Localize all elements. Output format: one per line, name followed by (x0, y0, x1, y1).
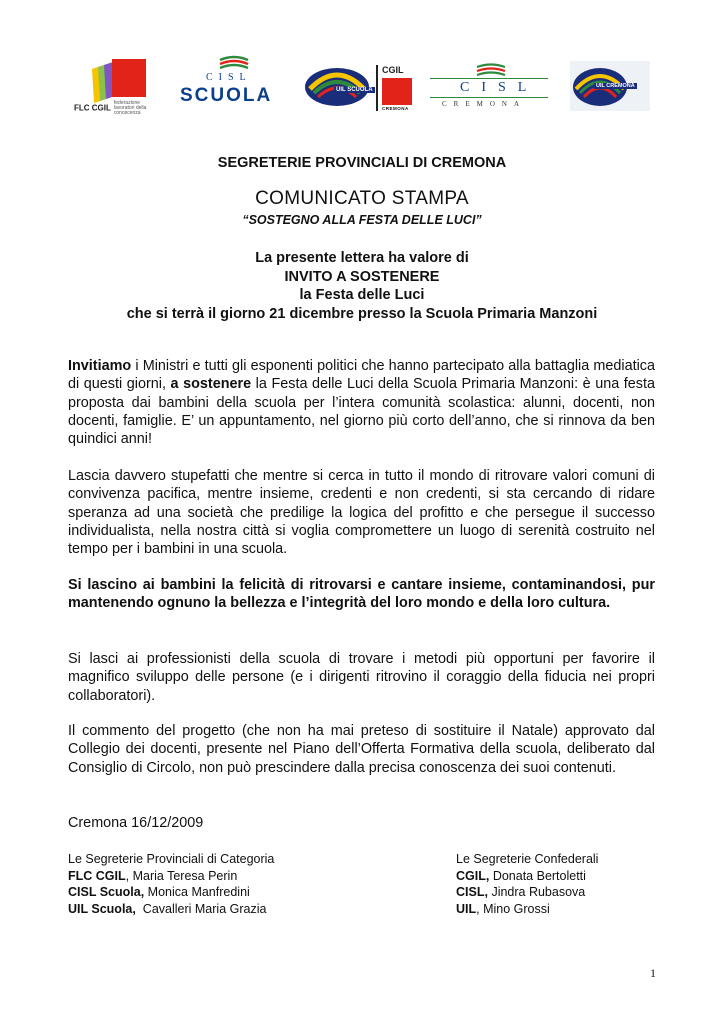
signature-person: Donata Bertoletti (492, 868, 586, 883)
uil-scuola-logo (304, 67, 373, 107)
signature-person: Monica Manfredini (147, 885, 250, 899)
signature-row (68, 868, 388, 885)
sostegno-subtitle: “SOSTEGNO ALLA FESTA DELLE LUCI” (242, 213, 482, 227)
signatures-confederali (456, 851, 676, 917)
signature-org: UIL (456, 901, 477, 916)
cgil-divider (376, 65, 378, 111)
signature-row (456, 868, 676, 885)
signature-org: FLC CGIL (68, 868, 126, 883)
flc-cgil-label: FLC CGILfederazione lavoratori della conoscenza (74, 100, 147, 116)
flc-cgil-graphic (90, 59, 146, 105)
signature-org: UIL Scuola, (68, 901, 136, 916)
cgil-city-label: CREMONA (382, 106, 409, 111)
cisl-scuola-bottom-text: SCUOLA (180, 85, 273, 106)
comunicato-stampa-title: COMUNICATO STAMPA (255, 188, 469, 209)
signature-org: CISL, (456, 885, 488, 899)
invitation-line-3: la Festa delle Luci (299, 287, 425, 303)
signature-person: Jindra Rubasova (491, 885, 586, 899)
signature-row (456, 884, 676, 901)
signatures-heading: Le Segreterie Confederali (456, 852, 599, 866)
signature-separator: , (476, 901, 484, 916)
signature-org: CGIL, (456, 868, 490, 883)
signature-org: CISL Scuola, (68, 885, 145, 899)
signatures-categoria (68, 851, 388, 917)
paragraph-lead: Invitiamo (68, 358, 132, 374)
invitation-line-1: La presente lettera ha valore di (255, 250, 469, 266)
cisl-cremona-logo (426, 63, 552, 113)
signature-person: Mino Grossi (483, 901, 550, 916)
cisl-cremona-city-text: CREMONA (442, 100, 527, 108)
uil-cremona-label: UIL CREMONA (596, 83, 635, 89)
paragraph-text: i Ministri e tutti gli esponenti politici che hanno partecipato alla battaglia mediatica di questi giorni, (68, 358, 655, 393)
cisl-waves-graphic (216, 55, 252, 71)
paragraph-commento: Il commento del progetto (che non ha mai preteso di sostituire il Natale) approvato dal Collegio dei docenti, presente nel Piano dell’Offerta Formativa della scuola, deliberato dal Consiglio di Circolo, non può prescindere dalla precisa conoscenza dei suoi contenuti. (68, 723, 655, 776)
segreterie-heading: SEGRETERIE PROVINCIALI DI CREMONA (217, 155, 507, 171)
signature-person: Maria Teresa Perin (132, 868, 238, 883)
uil-scuola-label: UIL SCUOLA (336, 87, 373, 93)
uil-cremona-logo (570, 61, 650, 111)
signature-separator: , (125, 868, 133, 883)
paragraph-emphasis: a sostenere (170, 376, 252, 393)
cisl-cremona-rule-bottom (430, 97, 548, 98)
cisl-cremona-top-text: CISL (460, 80, 539, 95)
paragraph-invitiamo (68, 357, 655, 448)
page-number: 1 (650, 966, 656, 980)
paragraph-lascia: Lascia davvero stupefatti che mentre si cerca in tutto il mondo di ritrovare valori comuni di convivenza pacifica, mentre insieme, credenti e non credenti, si sta cercando di ridare speranza ad una società che predilige la logica del profitto e che persegue il successo individualista, nella nostra città si voglia compromettere un luogo di serenità costruito nel tempo per i bambini in una scuola. (68, 468, 655, 558)
cisl-scuola-logo (178, 55, 290, 117)
signature-person: Cavalleri Maria Grazia (142, 901, 267, 916)
signature-row (68, 901, 388, 918)
cisl-cremona-rule-top (430, 78, 548, 79)
invitation-line-4: che si terrà il giorno 21 dicembre presso la Scuola Primaria Manzoni (126, 305, 598, 322)
signature-row (456, 901, 676, 918)
flc-cgil-logo (70, 55, 170, 117)
cisl-scuola-top-text: CISL (206, 72, 252, 83)
date-line: Cremona 16/12/2009 (68, 815, 204, 831)
cgil-cremona-logo (376, 65, 416, 117)
invitation-line-2: INVITO A SOSTENERE (284, 268, 440, 285)
cisl-cremona-waves-graphic (474, 63, 508, 77)
invitation-block (0, 249, 724, 323)
paragraph-si-lasci: Si lasci ai professionisti della scuola di trovare i metodi più opportuni per favorire il magnifico sviluppo delle persone (e i dirigenti ritrovino il coraggio della fiducia nei propri collaboratori). (68, 651, 655, 704)
signatures-heading: Le Segreterie Provinciali di Categoria (68, 852, 275, 866)
paragraph-si-lascino: Si lascino ai bambini la felicità di ritrovarsi e cantare insieme, contaminandosi, pur mantenendo ognuno la bellezza e l’integrità del loro mondo e della loro cultura. (68, 577, 655, 612)
paragraph-text: la Festa delle Luci della Scuola Primaria Manzoni: è una festa proposta dai bambini della scuola per l’intera comunità scolastica: alunni, docenti, non docenti, famiglie. E’ un appuntamento, nel giorno più corto dell’anno, che si rinnova da ben quindici anni! (68, 376, 656, 448)
signature-separator (136, 902, 143, 916)
signature-row (68, 884, 388, 901)
logo-strip (70, 55, 660, 117)
cgil-label: CGIL (382, 65, 404, 75)
cgil-red-square (382, 78, 412, 105)
